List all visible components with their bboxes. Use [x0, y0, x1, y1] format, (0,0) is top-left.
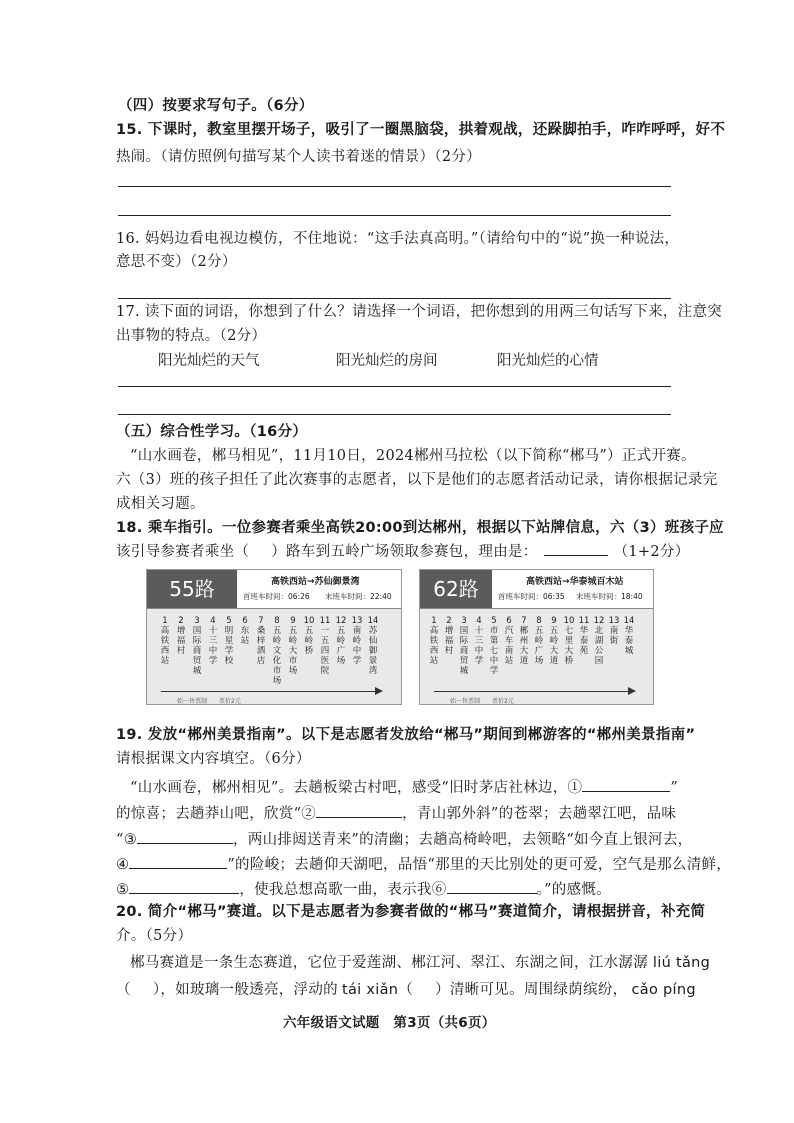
q19-text: “③	[116, 832, 138, 848]
bus-stop: 14苏仙御景湾	[367, 616, 379, 676]
q19-para-5	[116, 878, 611, 900]
q19-blank-1[interactable]	[582, 776, 670, 792]
bus-stop: 2增福村	[444, 616, 454, 656]
q20-line1: 20. 简介“郴马”赛道。以下是志愿者为参赛者做的“郴马”赛道简介，请根据拼音，补充简	[116, 904, 706, 920]
bus-number: 62路	[420, 570, 492, 608]
bus-stop: 9五岭大道	[549, 616, 559, 666]
bus-stop: 8五岭文化市场	[272, 616, 282, 686]
q19-text: ，两山排闼送青来”的清幽；去趟高椅岭吧，去领略“如今直上银河去，	[233, 832, 693, 848]
bus-stop: 13南街	[608, 616, 620, 646]
bus-stop: 6东站	[240, 616, 250, 646]
q19-para-3	[116, 828, 692, 850]
arrow-head-icon	[375, 687, 383, 695]
bus-stop: 3国际商贸城	[459, 616, 469, 676]
bus-stop: 7郴州大道	[519, 616, 529, 666]
section4-heading: （四）按要求写句子。（6分）	[118, 98, 314, 114]
section5-heading: （五）综合性学习。（16分）	[116, 424, 308, 440]
q15-answer-line-1[interactable]	[118, 186, 671, 187]
bus-stop: 9五岭大市场	[288, 616, 298, 676]
q16-answer-line[interactable]	[118, 298, 671, 299]
q15-answer-line-2[interactable]	[118, 215, 671, 216]
bus-last-time: 末班车时间：22:40	[325, 592, 392, 601]
q19-line2: 请根据课文内容填空。（6分）	[116, 751, 311, 767]
q18-score: （1+2分）	[613, 544, 690, 560]
q16-line1: 16. 妈妈边看电视边模仿，不住地说：“这手法真高明。”（请给句中的“说”换一种说法，	[116, 231, 680, 247]
q19-para-2	[116, 802, 676, 824]
q20-text: ），如玻璃一般透亮，浮动的	[152, 982, 338, 998]
q17-line2: 出事物的特点。（2分）	[116, 328, 267, 344]
q17-option-mood: 阳光灿烂的心情	[497, 353, 599, 369]
q19-text: 的惊喜；去趟莽山吧，欣赏“②	[116, 806, 317, 822]
q20-line2: 介。（5分）	[116, 928, 193, 944]
q19-text: ④	[116, 857, 130, 873]
bus-stop: 6汽车南站	[504, 616, 514, 666]
q19-text: ，青山郭外斜”的苍翠；去趟翠江吧，品味	[402, 806, 677, 822]
bus-stop: 12北湖公园	[593, 616, 605, 666]
q20-pinyin-1: liú tǎng	[652, 955, 711, 971]
bus-stop-list	[147, 570, 401, 704]
bus-last-time: 末班车时间：18:40	[576, 592, 643, 601]
q20-pinyin-2: tái xiǎn	[341, 982, 399, 998]
q15-line2: 热闹。（请仿照例句描写某个人读书着迷的情景）（2分）	[116, 149, 482, 165]
q16-line2: 意思不变）（2分）	[116, 254, 237, 270]
q19-blank-5[interactable]	[129, 878, 239, 894]
bus-stop: 13南岭中学	[351, 616, 363, 666]
bus-route: 高铁西站→苏仙御景湾	[271, 577, 360, 587]
direction-arrow	[161, 691, 377, 692]
q19-line1: 19. 发放“郴州美景指南”。以下是志愿者发放给“郴马”期间到郴游客的“郴州美景指南”	[116, 727, 696, 743]
q19-text: ”	[670, 780, 679, 796]
bus-sign-62	[419, 569, 654, 705]
q20-pinyin-3: cǎo píng	[631, 982, 696, 998]
q19-para-4	[116, 853, 731, 875]
bus-stop: 2增福村	[176, 616, 186, 656]
bus-stop: 10五岭桥	[303, 616, 315, 656]
q20-text: （	[116, 982, 131, 998]
section5-intro-3: 成相关习题。	[116, 496, 205, 512]
arrow-head-icon	[628, 687, 636, 695]
q20-text: 郴马赛道是一条生态赛道，它位于爱莲湖、郴江河、翠江、东湖之间，江水潺潺	[130, 955, 648, 971]
q20-text: （	[398, 982, 414, 998]
q19-blank-6[interactable]	[447, 878, 537, 894]
q17-line1: 17. 读下面的词语，你想到了什么？请选择一个词语，把你想到的用两三句话写下来，注意突	[116, 304, 723, 320]
q18-text-b: ）路车到五岭广场领取参赛包，理由是：	[271, 544, 538, 560]
bus-stop: 4十三中学	[474, 616, 484, 666]
bus-stop: 1高铁西站	[160, 616, 170, 666]
q20-text: ）清晰可见。周围绿荫缤纷，	[435, 982, 628, 998]
q17-answer-line-1[interactable]	[118, 386, 671, 387]
q19-para-1	[130, 776, 678, 798]
q19-text: ⑤	[116, 882, 130, 898]
bus-stop: 11一五四医院	[319, 616, 331, 676]
bus-footer: 始一售票制 票价2元	[450, 698, 514, 705]
q19-text: 。”的感慨。	[536, 882, 611, 898]
bus-stop: 4十三中学	[208, 616, 218, 666]
q19-text: ，使我总想高歌一曲，表示我⑥	[239, 882, 447, 898]
q19-text: ”的险峻；去趟仰天湖吧，品悟“那里的天比别处的更可爱，空气是那么清鲜，	[227, 857, 732, 873]
q17-option-weather: 阳光灿烂的天气	[158, 353, 260, 369]
q17-option-room: 阳光灿烂的房间	[336, 353, 438, 369]
q18-reason-blank[interactable]	[544, 540, 608, 556]
q18-line2	[116, 540, 690, 562]
bus-sign-55	[146, 569, 402, 705]
bus-stop: 10七里大桥	[563, 616, 575, 666]
q15-line1: 15. 下课时，教室里摆开场子，吸引了一圈黑脑袋，拱着观战，还跺脚拍手，咋咋呼呼，好不	[116, 122, 726, 138]
bus-stop-list	[420, 570, 653, 704]
bus-stop: 3国际商贸城	[192, 616, 202, 676]
bus-route: 高铁西站→华泰城百木站	[526, 577, 624, 587]
bus-footer: 始一售票制 票价2元	[177, 698, 241, 705]
bus-first-time: 首班车时间：06:26	[243, 592, 310, 601]
bus-stop: 12五岭广场	[335, 616, 347, 666]
page-footer: 六年级语文试题 第3页（共6页）	[283, 1015, 496, 1031]
bus-stop: 5明星学校	[224, 616, 234, 666]
q17-answer-line-2[interactable]	[118, 414, 671, 415]
q19-blank-2[interactable]	[316, 802, 402, 818]
bus-stop: 14华泰城	[623, 616, 635, 656]
bus-stop: 1高铁西站	[429, 616, 439, 666]
bus-number: 55路	[147, 570, 237, 608]
direction-arrow	[434, 691, 630, 692]
q19-blank-4[interactable]	[129, 853, 227, 869]
bus-stop: 8五岭广场	[534, 616, 544, 666]
q20-para-1	[130, 953, 710, 973]
bus-first-time: 首班车时间：06:35	[498, 592, 565, 601]
bus-stop: 7桑梓酒店	[256, 616, 266, 666]
q18-text-a: 该引导参赛者乘坐（	[116, 544, 250, 560]
q18-line1: 18. 乘车指引。一位参赛者乘坐高铁20:00到达郴州，根据以下站牌信息，六（3）班孩子应	[116, 520, 724, 536]
section5-intro-1: “山水画卷，郴马相见”，11月10日，2024郴州马拉松（以下简称“郴马”）正式开赛。	[130, 448, 696, 464]
q19-text: “山水画卷，郴州相见”。去趟板梁古村吧，感受“旧时茅店社林边，①	[130, 780, 583, 796]
bus-stop: 11华泰苑	[578, 616, 590, 656]
q20-para-2	[116, 980, 696, 1000]
bus-stop: 5市第七中学	[489, 616, 499, 676]
q19-blank-3[interactable]	[137, 828, 233, 844]
section5-intro-2: 六（3）班的孩子担任了此次赛事的志愿者，以下是他们的志愿者活动记录，请你根据记录完	[116, 472, 718, 488]
